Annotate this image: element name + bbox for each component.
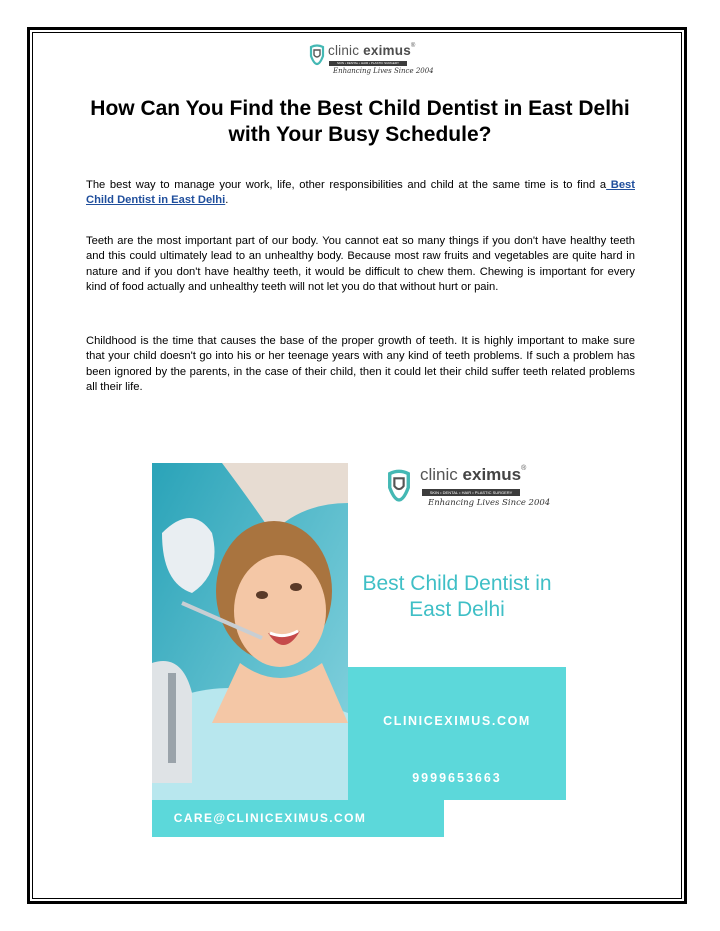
poster-logo: [384, 465, 551, 515]
tooth-logo-icon: [384, 469, 414, 503]
best-child-dentist-link[interactable]: Best Child Dentist in East Delhi: [86, 179, 635, 207]
poster-website: CLINICEXIMUS.COM: [383, 714, 531, 728]
header-logo-name: clinic eximus®: [328, 43, 416, 58]
poster-email: CARE@CLINICEXIMUS.COM: [173, 811, 367, 825]
child-dental-photo: [152, 463, 348, 837]
header-logo-services: SKIN • DENTAL • HAIR • PLASTIC SURGERY: [329, 61, 407, 66]
poster-headline: Best Child Dentist in East Delhi: [362, 572, 552, 621]
header-logo: [305, 42, 434, 78]
paragraph-teeth-importance: Teeth are the most important part of our body. You cannot eat so many things if you don't have healthy teeth and this could ultimately lead to an unhealthy body. Because most raw fruits and vegetables are quite hard in nature and if you don't have healthy teeth, it would be difficult to chew them. Chewing is important for every kind of food actually and unhealthy teeth will not let you do that without hurt or pain.: [86, 235, 635, 294]
page-title: How Can You Find the Best Child Dentist in East Delhi with Your Busy Schedule?: [90, 97, 630, 146]
paragraph-intro: The best way to manage your work, life, other responsibilities and child at the same time is to find a Best Child Dentist in East Delhi.: [86, 179, 635, 207]
promo-poster: [152, 463, 566, 837]
paragraph-childhood: Childhood is the time that causes the base of the proper growth of teeth. It is highly important to make sure that your child doesn't go into his or her teenage years with any kind of teeth problems. If such a problem has been ignored by the parents, in the case of their child, then it could let their child suffer teeth related problems all their life.: [86, 335, 635, 394]
poster-logo-tagline: Enhancing Lives Since 2004: [428, 498, 551, 508]
header-logo-tagline: Enhancing Lives Since 2004: [333, 67, 434, 75]
poster-phone: 9999653663: [412, 771, 502, 785]
tooth-logo-icon: [308, 44, 326, 66]
poster-logo-services: SKIN • DENTAL • HAIR • PLASTIC SURGERY: [422, 489, 520, 496]
poster-logo-name: clinic eximus®: [420, 465, 527, 484]
